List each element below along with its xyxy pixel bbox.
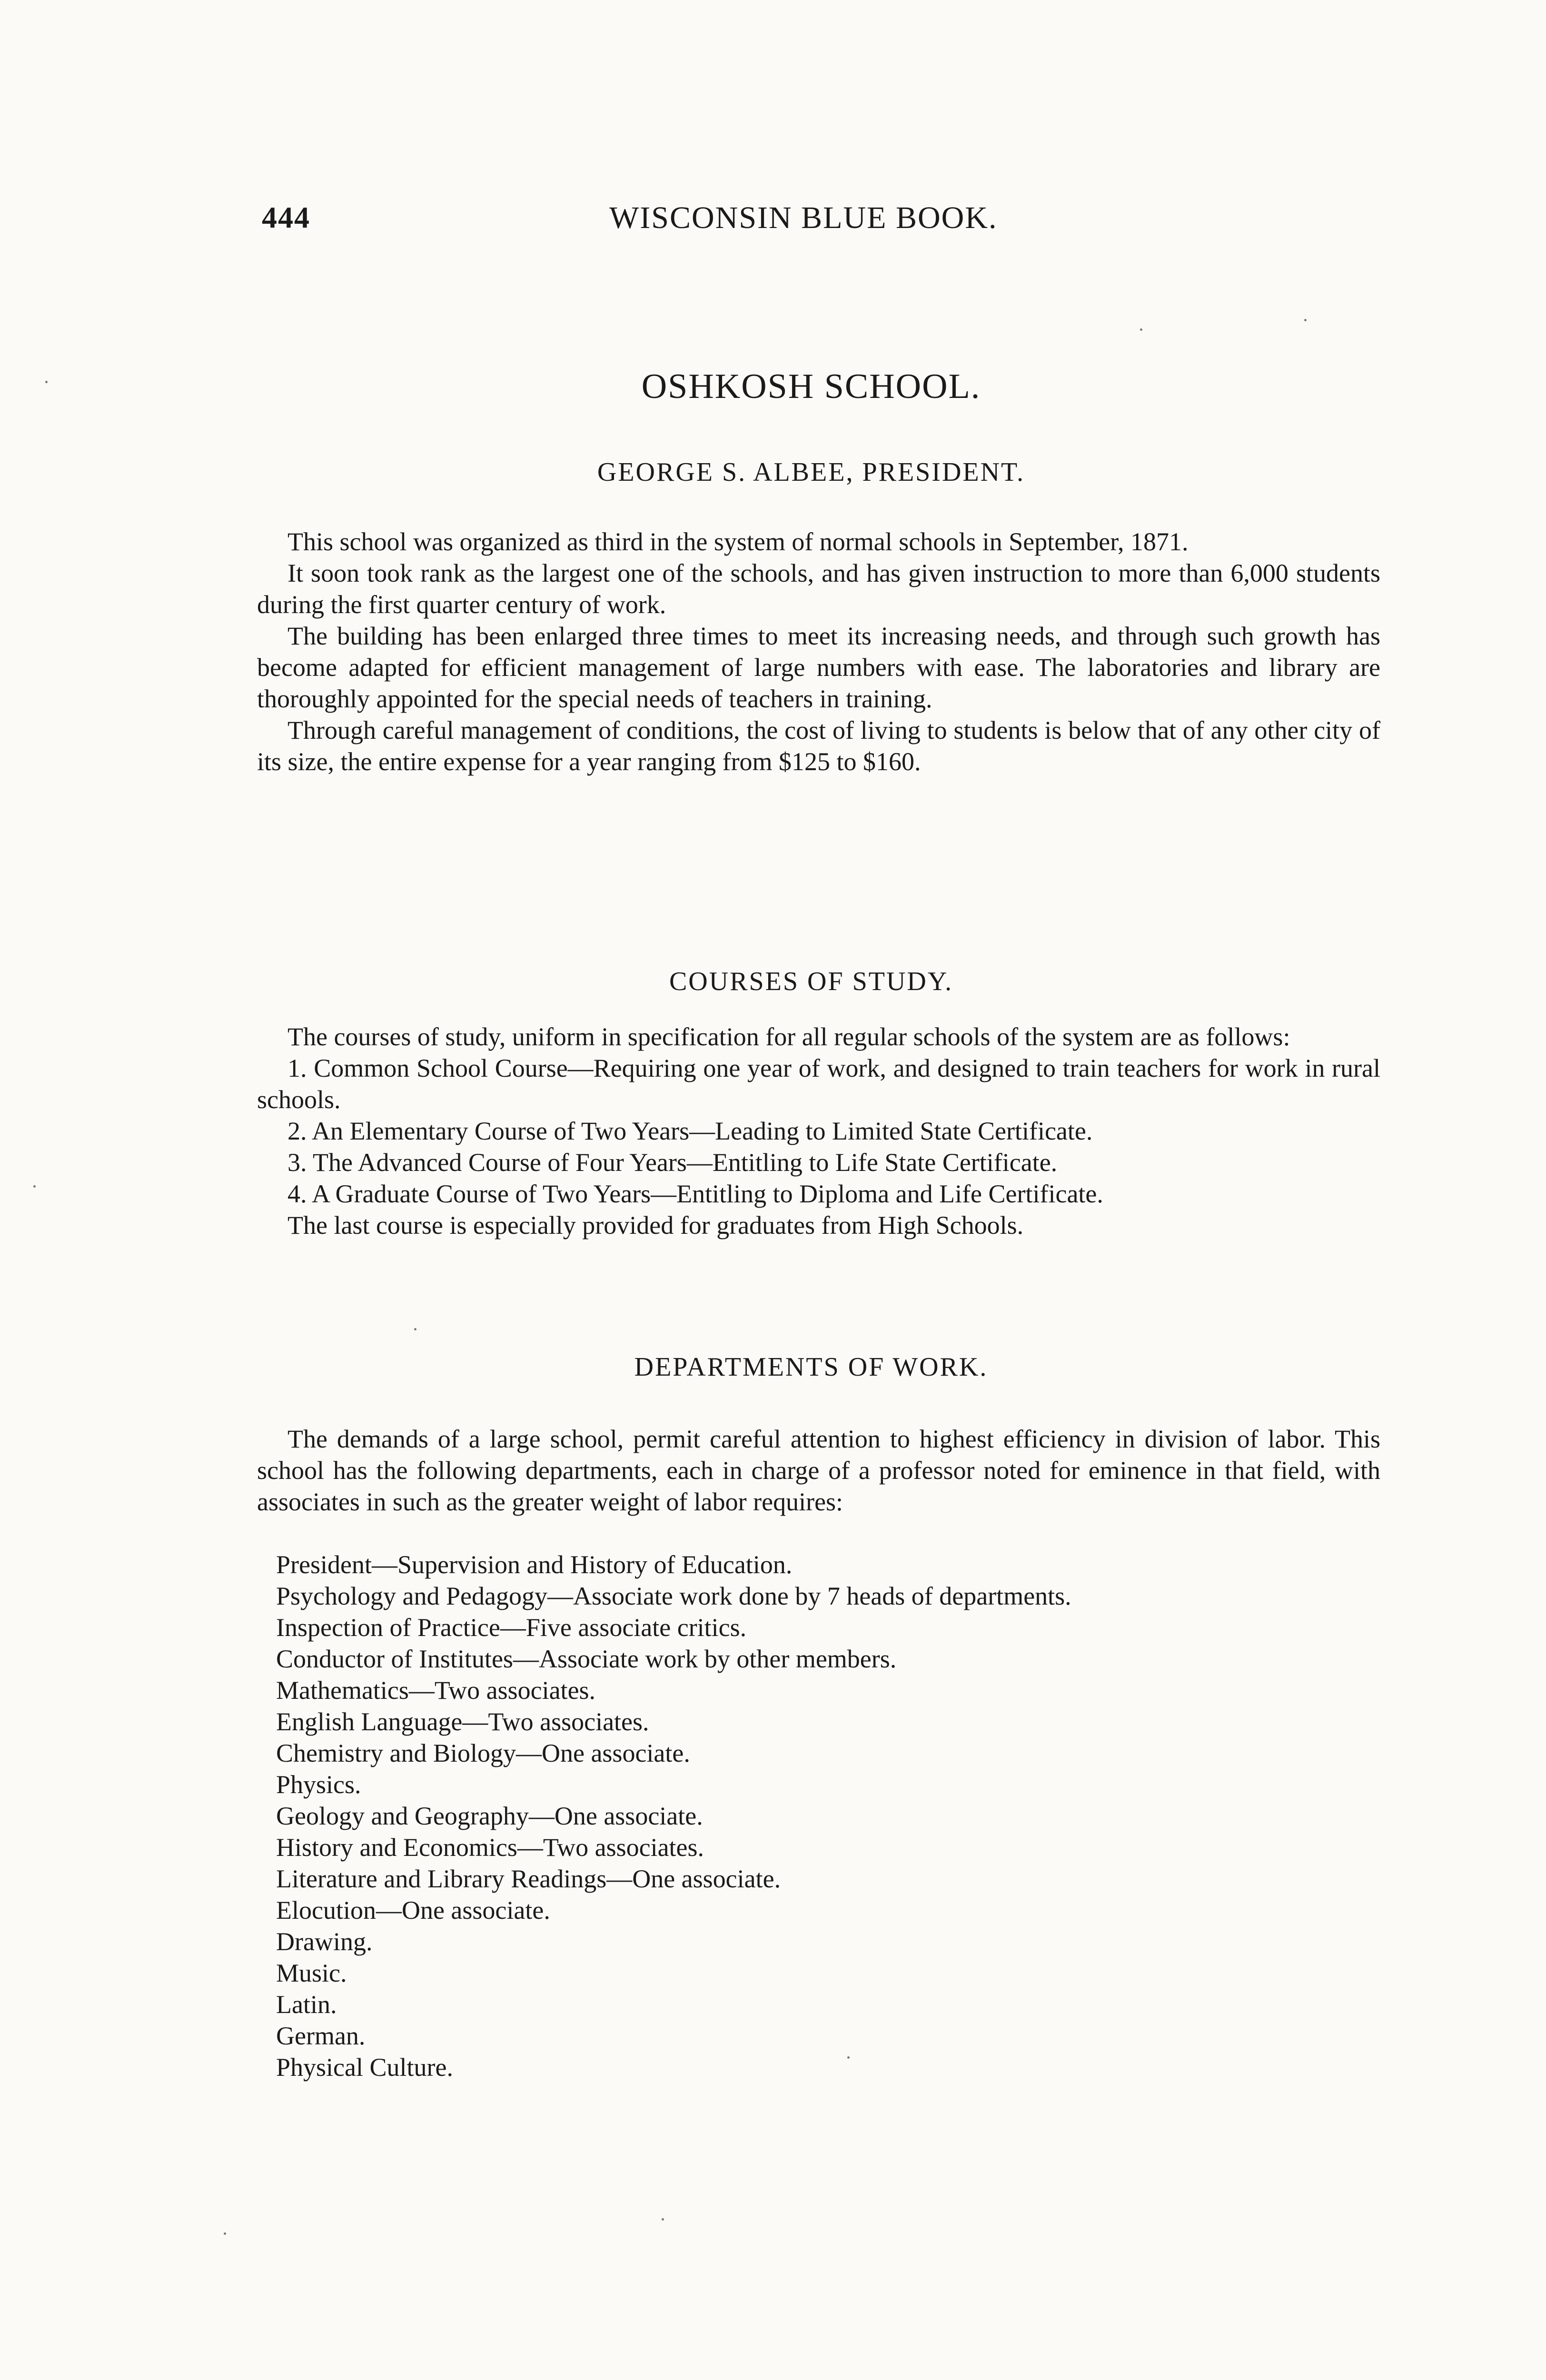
school-title: OSHKOSH SCHOOL. [641, 367, 981, 406]
department-item: Elocution—One associate. [276, 1896, 550, 1924]
courses-intro: The courses of study, uniform in specification for all regular schools of the system are as follows: [287, 1022, 1290, 1051]
page-number: 444 [262, 200, 310, 234]
course-item: 1. Common School Course—Requiring one year of work, and designed to train teachers for work in rural schools. [257, 1054, 1380, 1114]
courses-section [257, 1021, 1380, 1241]
intro-section [257, 526, 1380, 777]
courses-note: The last course is especially provided for graduates from High Schools. [287, 1211, 1024, 1240]
department-item: Physical Culture. [276, 2053, 453, 2082]
department-item: Geology and Geography—One associate. [276, 1802, 703, 1830]
course-item: 3. The Advanced Course of Four Years—Entitling to Life State Certificate. [287, 1148, 1058, 1177]
president-line: GEORGE S. ALBEE, PRESIDENT. [597, 457, 1025, 487]
intro-paragraph: Through careful management of conditions, the cost of living to students is below that of any other city of its size, the entire expense for a year ranging from $125 to $160. [257, 716, 1380, 776]
department-item: Psychology and Pedagogy—Associate work done by 7 heads of departments. [276, 1582, 1071, 1610]
department-item: President—Supervision and History of Education. [276, 1550, 793, 1579]
departments-intro-block [257, 1423, 1380, 1517]
department-item: German. [276, 2022, 366, 2050]
department-item: Mathematics—Two associates. [276, 1676, 596, 1705]
department-item: Conductor of Institutes—Associate work by other members. [276, 1645, 897, 1673]
intro-paragraph: The building has been enlarged three times to meet its increasing needs, and through such growth has become adapted for efficient management of large numbers with ease. The laboratories and library are thoroughly appointed for the special needs of teachers in training. [257, 622, 1380, 713]
departments-list [276, 1549, 1371, 2083]
department-item: Physics. [276, 1770, 361, 1799]
running-title: WISCONSIN BLUE BOOK. [609, 200, 998, 235]
department-item: English Language—Two associates. [276, 1707, 649, 1736]
scan-speck [662, 2218, 664, 2221]
intro-paragraph: This school was organized as third in the system of normal schools in September, 1871. [287, 527, 1189, 556]
scan-speck [414, 1328, 416, 1330]
scan-speck [224, 2232, 226, 2235]
page-header [262, 200, 1380, 243]
course-item: 2. An Elementary Course of Two Years—Leading to Limited State Certificate. [287, 1117, 1093, 1145]
departments-heading: DEPARTMENTS OF WORK. [634, 1352, 988, 1382]
scan-speck [33, 1185, 36, 1188]
department-item: Chemistry and Biology—One associate. [276, 1739, 690, 1767]
intro-paragraph: It soon took rank as the largest one of the schools, and has given instruction to more than 6,000 students during the first quarter century of work. [257, 559, 1380, 619]
department-item: Inspection of Practice—Five associate critics. [276, 1613, 747, 1642]
course-item: 4. A Graduate Course of Two Years—Entitling to Diploma and Life Certificate. [287, 1180, 1103, 1208]
department-item: Latin. [276, 1990, 337, 2019]
scan-speck [1304, 319, 1307, 321]
scan-speck [1140, 328, 1142, 331]
departments-intro: The demands of a large school, permit careful attention to highest efficiency in division of labor. This school has the following departments, each in charge of a professor noted for eminence in that field, with associates in such as the greater weight of labor requires: [257, 1425, 1380, 1516]
department-item: Music. [276, 1959, 347, 1987]
department-item: Drawing. [276, 1927, 373, 1956]
scan-speck [847, 2056, 850, 2059]
courses-heading: COURSES OF STUDY. [669, 967, 953, 996]
department-item: History and Economics—Two associates. [276, 1833, 704, 1862]
scan-speck [45, 381, 48, 383]
department-item: Literature and Library Readings—One associate. [276, 1864, 781, 1893]
